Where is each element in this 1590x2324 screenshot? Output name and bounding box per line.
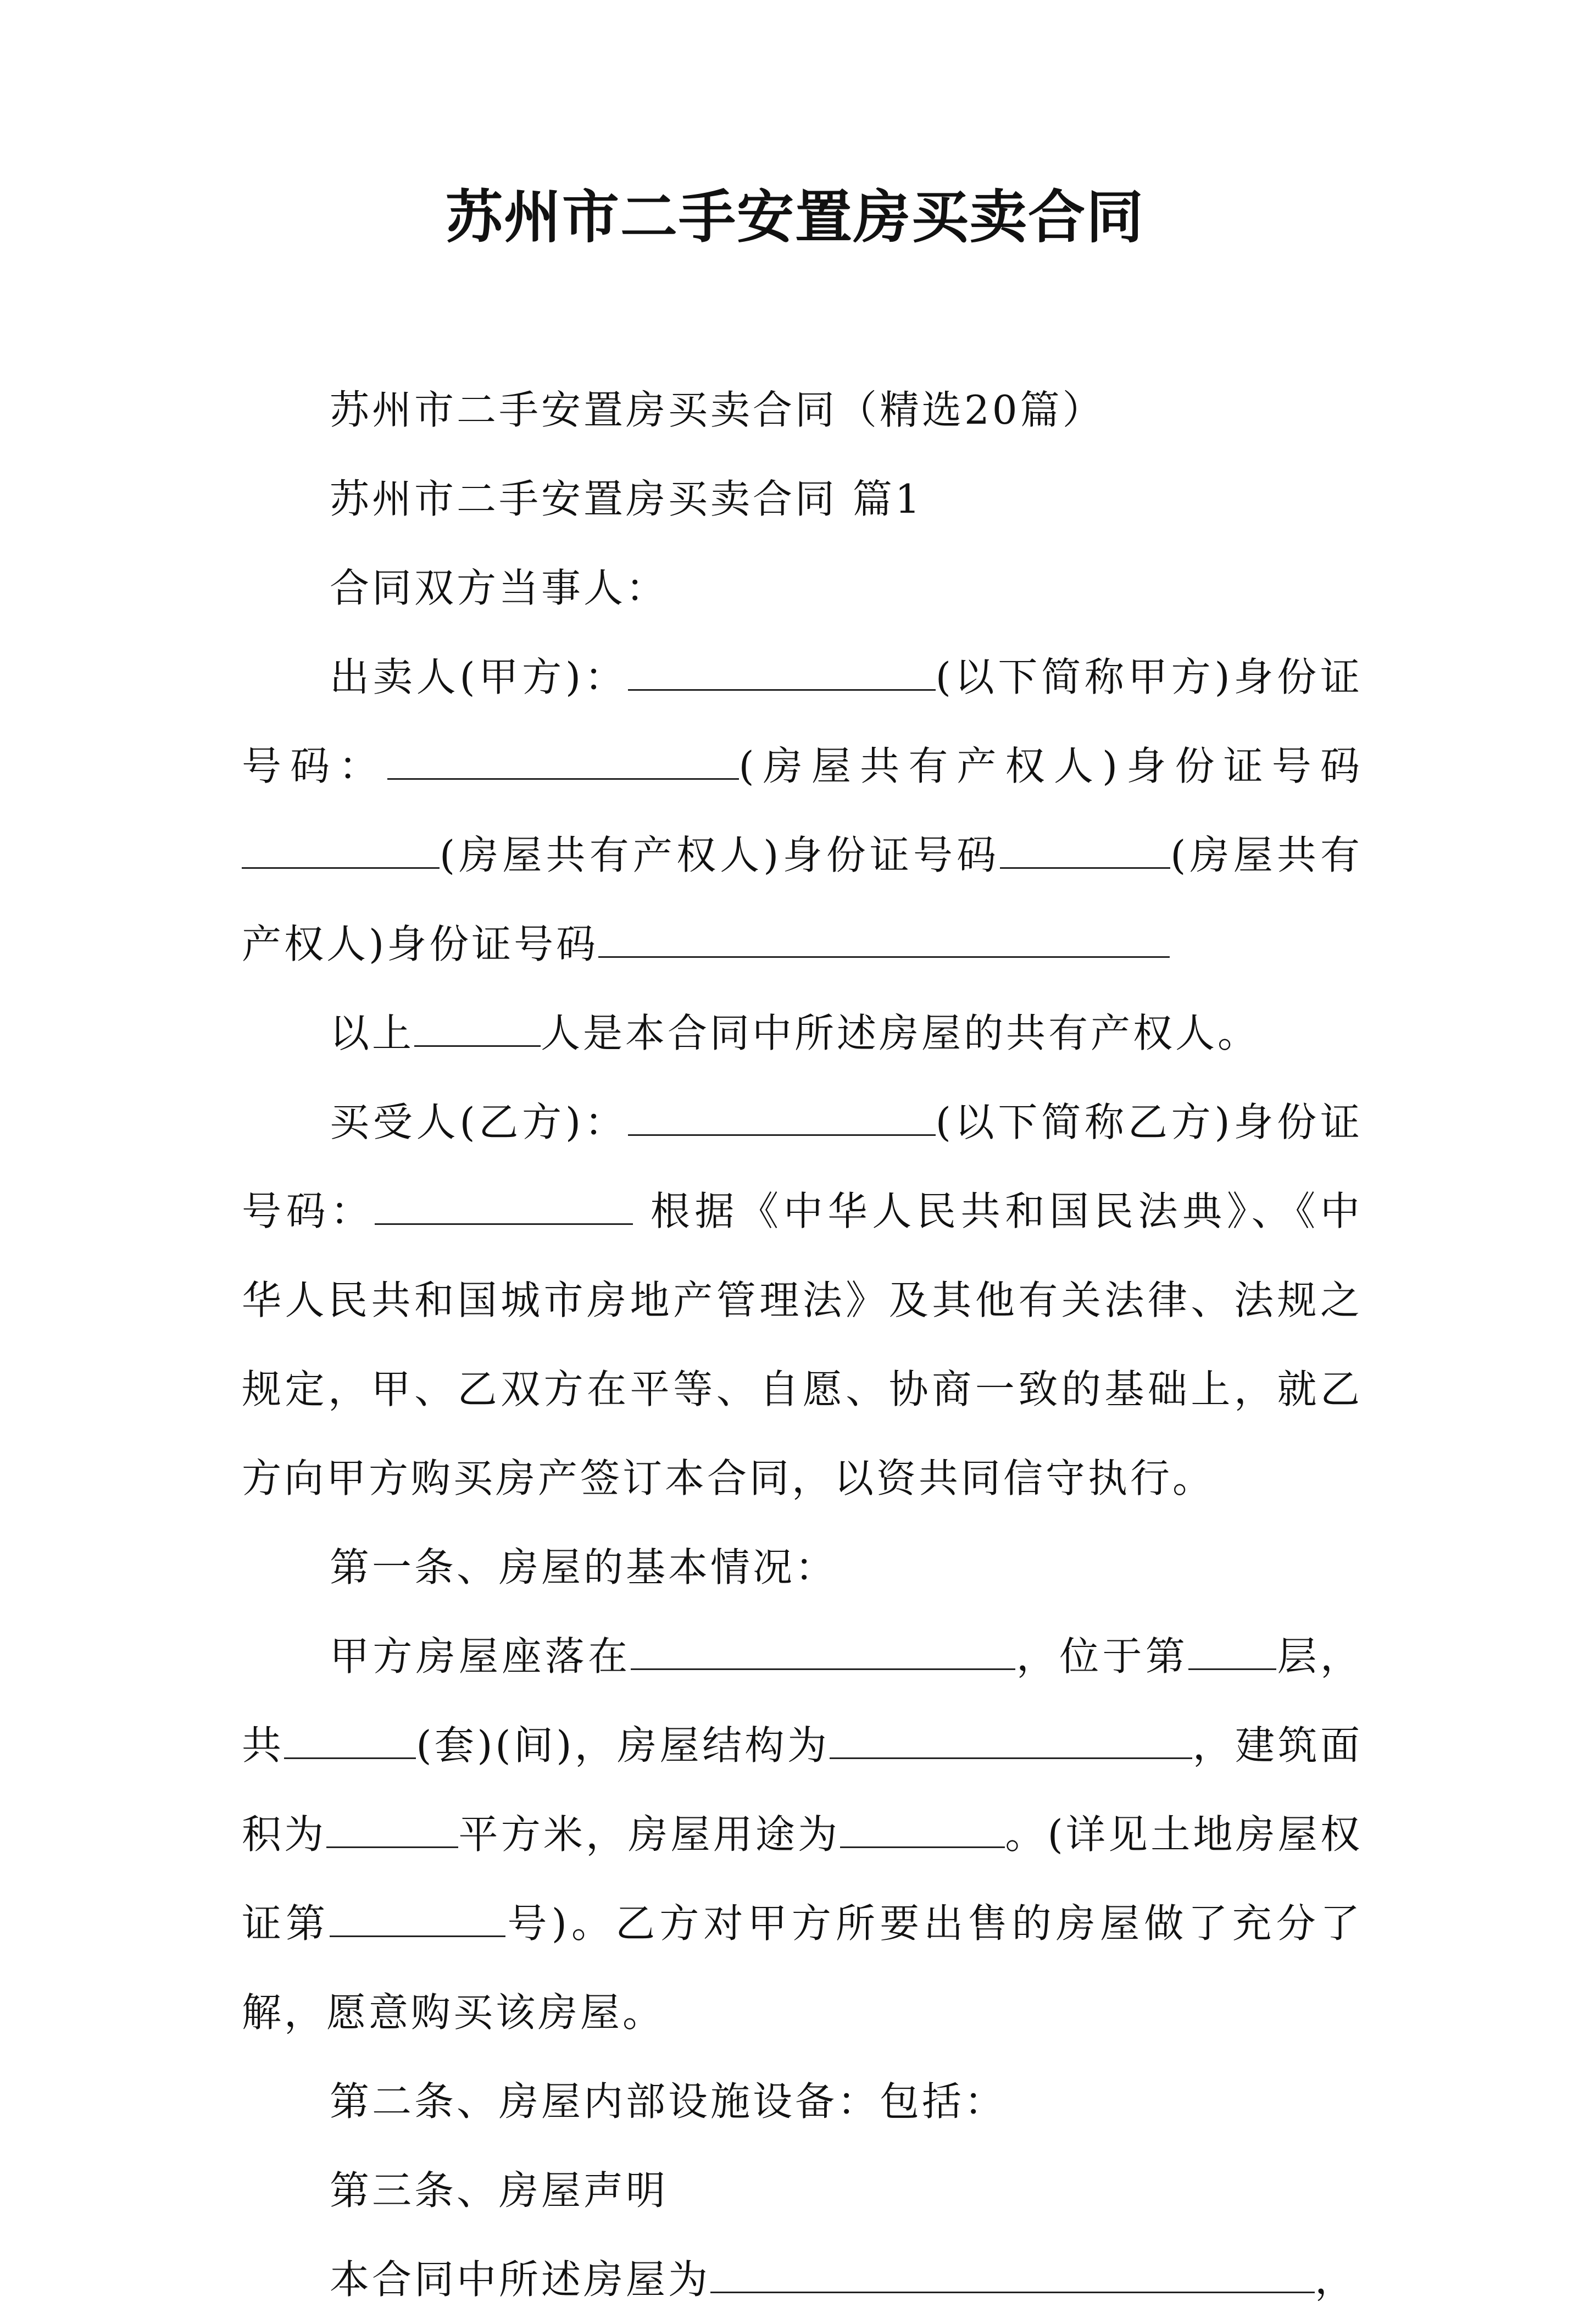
article-1-t1: 甲方房屋座落在: [330, 1633, 631, 1679]
certificate-number-blank: [330, 1905, 505, 1937]
article-1-t6: 平方米，房屋用途为: [458, 1811, 841, 1857]
coowner-count-suffix: 人是本合同中所述房屋的共有产权人。: [541, 1010, 1260, 1056]
house-status-blank: [710, 2261, 1315, 2293]
coowner-1-text: (房屋共有产权人)身份证号码: [738, 743, 1363, 789]
article-1-t8: 号)。乙方对甲方所要出售的房屋做了充分了解，愿意购买该房屋。: [242, 1900, 1363, 2035]
seller-name-blank: [628, 658, 936, 691]
document-body: [242, 365, 1363, 2324]
article-3-t2: ，: [1315, 2256, 1358, 2303]
coowner-3-id-blank: [598, 925, 1170, 958]
article-1-heading: 第一条、房屋的基本情况：: [330, 1544, 838, 1590]
section-heading: 苏州市二手安置房买卖合同 篇1: [330, 476, 923, 522]
seller-id-blank: [387, 747, 739, 780]
buyer-paragraph: [242, 1078, 1363, 1523]
article-1-t7: 。(详见土地房屋权证第: [242, 1811, 1363, 1946]
buyer-name-blank: [628, 1103, 936, 1136]
article-1-t3: 层，共: [242, 1633, 1363, 1768]
coowner-count-prefix: 以上: [330, 1010, 415, 1056]
document-subtitle: 苏州市二手安置房买卖合同（精选20篇）: [330, 387, 1105, 433]
usage-blank: [840, 1816, 1005, 1848]
parties-intro: 合同双方当事人：: [330, 565, 669, 611]
article-3-t1: 本合同中所述房屋为: [330, 2256, 711, 2303]
document-title: 苏州市二手安置房买卖合同: [445, 184, 1144, 251]
buyer-abbr: (以下简称乙方)身份证号码：: [242, 1099, 1363, 1234]
article-2-heading: 第二条、房屋内部设施设备：包括：: [330, 2078, 1007, 2125]
seller-label: 出卖人(甲方)：: [330, 654, 628, 700]
buyer-label: 买受人(乙方)：: [330, 1099, 628, 1145]
article-1-t5: ，建筑面积为: [242, 1722, 1363, 1857]
structure-blank: [830, 1727, 1192, 1759]
coowner-count-blank: [414, 1014, 541, 1047]
coowner-2-text: (房屋共有产权人)身份证号码: [440, 832, 1000, 878]
location-blank: [631, 1638, 1015, 1670]
seller-abbr: (以下简称甲方)身份证号码：: [242, 654, 1363, 789]
coowner-1-id-blank: [242, 836, 440, 869]
buyer-basis: 根据《中华人民共和国民法典》、《中华人民共和国城市房地产管理法》及其他有关法律、法规之规定，甲、乙双方在平等、自愿、协商一致的基础上，就乙方向甲方购买房产签订本合同，以资共同信守执行。: [242, 1188, 1363, 1501]
coowner-3-text: (房屋共有产权人)身份证号码: [242, 832, 1363, 967]
article-1-t4: (套)(间)，房屋结构为: [416, 1722, 830, 1768]
coowner-count-paragraph: [242, 989, 1363, 1078]
floor-blank: [1188, 1638, 1276, 1670]
buyer-id-blank: [375, 1192, 633, 1225]
seller-paragraph: [242, 633, 1363, 989]
article-3-paragraph: [242, 2235, 1363, 2324]
area-blank: [326, 1816, 458, 1848]
article-3-heading: 第三条、房屋声明: [330, 2167, 669, 2214]
article-1-t2: ，位于第: [1015, 1633, 1189, 1679]
article-1-paragraph: [242, 1612, 1363, 2057]
units-blank: [284, 1727, 416, 1759]
coowner-2-id-blank: [1000, 836, 1170, 869]
